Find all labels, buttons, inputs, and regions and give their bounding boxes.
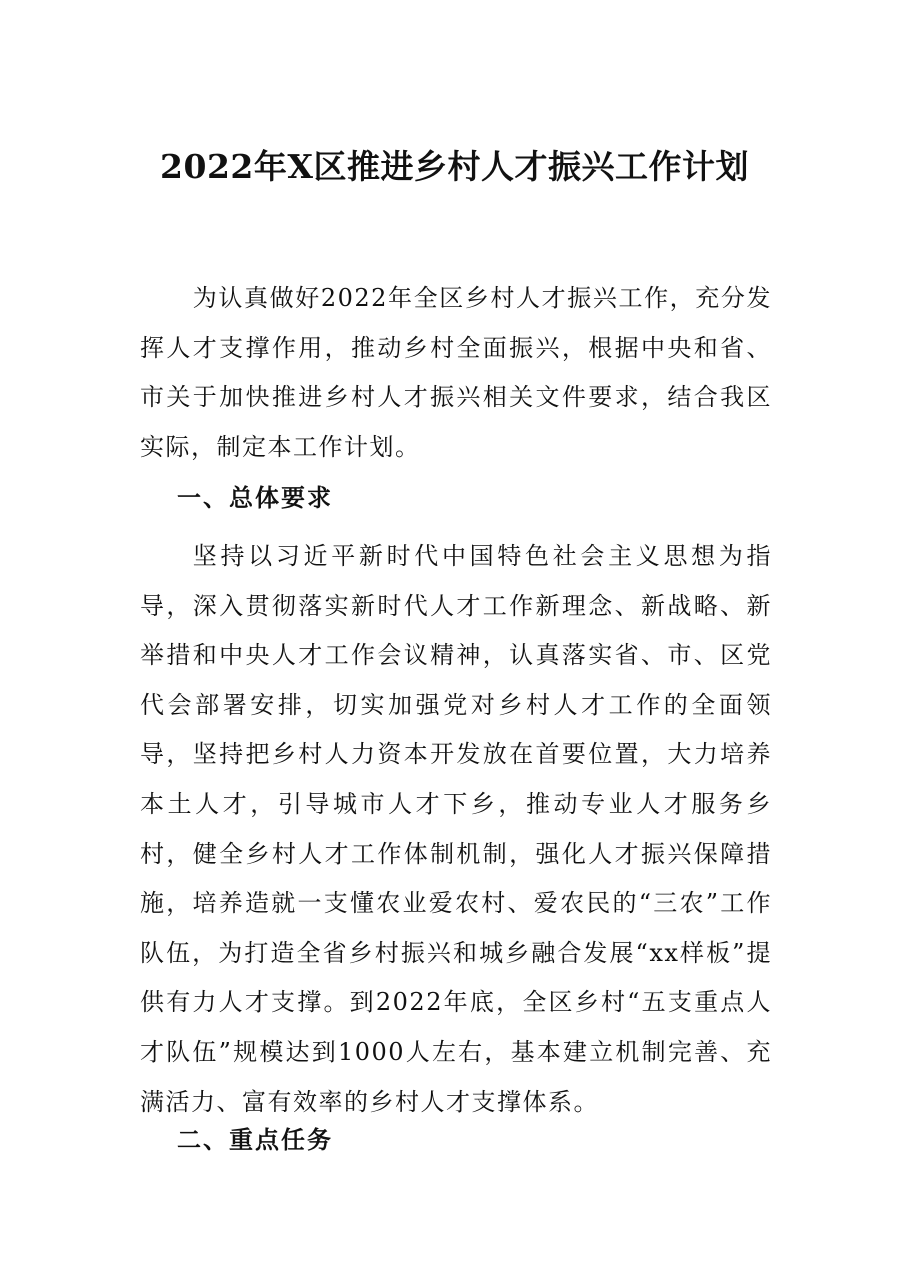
document-title: 2022年X区推进乡村人才振兴工作计划 bbox=[160, 147, 749, 186]
section-heading-general-requirements: 一、总体要求 bbox=[177, 483, 333, 512]
section-heading-key-tasks: 二、重点任务 bbox=[177, 1125, 333, 1154]
general-requirements-paragraph: 坚持以习近平新时代中国特色社会主义思想为指导，深入贯彻落实新时代人才工作新理念、新战略、新举措和中央人才工作会议精神，认真落实省、市、区党代会部署安排，切实加强党对乡村人才工作的全面领导，坚持把乡村人力资本开发放在首要位置，大力培养本土人才，引导城市人才下乡，推动专业人才服务乡村，健全乡村人才工作体制机制，强化人才振兴保障措施，培养造就一支懂农业爱农村、爱农民的“三农”工作队伍，为打造全省乡村振兴和城乡融合发展“xx样板”提供有力人才支撑。到2022年底，全区乡村“五支重点人才队伍”规模达到1000人左右，基本建立机制完善、充满活力、富有效率的乡村人才支撑体系。 bbox=[140, 542, 772, 1116]
intro-paragraph: 为认真做好2022年全区乡村人才振兴工作，充分发挥人才支撑作用，推动乡村全面振兴，根据中央和省、市关于加快推进乡村人才振兴相关文件要求，结合我区实际，制定本工作计划。 bbox=[140, 284, 772, 461]
